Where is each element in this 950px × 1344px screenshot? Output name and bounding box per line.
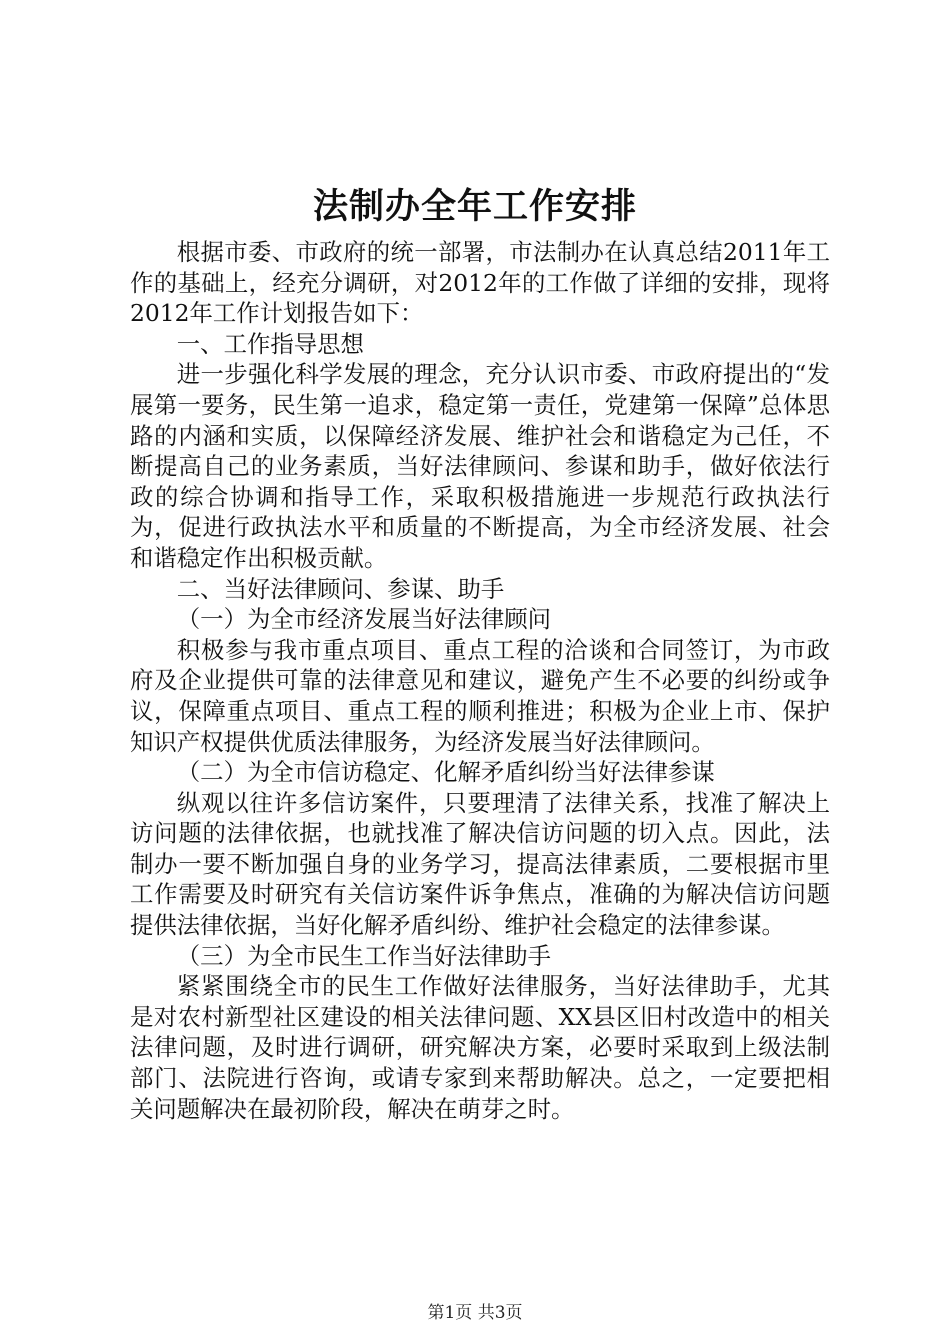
subsection-heading-3: （三）为全市民生工作当好法律助手 [176,941,552,970]
subsection-heading-1: （一）为全市经济发展当好法律顾问 [176,605,552,634]
document-body [130,237,830,1124]
intro-paragraph: 根据市委、市政府的统一部署，市法制办在认真总结2011年工作的基础上，经充分调研，对2012年的工作做了详细的安排，现将2012年工作计划报告如下： [130,238,830,328]
body-paragraph: 进一步强化科学发展的理念，充分认识市委、市政府提出的“发展第一要务，民生第一追求，稳定第一责任，党建第一保障”总体思路的内涵和实质，以保障经济发展、维护社会和谐稳定为己任，不断提高自己的业务素质，当好法律顾问、参谋和助手，做好依法行政的综合协调和指导工作，采取积极措施进一步规范行政执法行为，促进行政执法水平和质量的不断提高，为全市经济发展、社会和谐稳定作出积极贡献。 [130,360,830,572]
page-number-footer: 第1页 共3页 [427,1303,523,1323]
body-paragraph: 紧紧围绕全市的民生工作做好法律服务，当好法律助手，尤其是对农村新型社区建设的相关法律问题、XX县区旧村改造中的相关法律问题，及时进行调研，研究解决方案，必要时采取到上级法制部门、法院进行咨询，或请专家到来帮助解决。总之，一定要把相关问题解决在最初阶段，解决在萌芽之时。 [130,972,830,1123]
document-title: 法制办全年工作安排 [312,186,637,227]
section-heading-2: 二、当好法律顾问、参谋、助手 [176,574,505,603]
subsection-heading-2: （二）为全市信访稳定、化解矛盾纠纷当好法律参谋 [176,758,715,787]
body-paragraph: 积极参与我市重点项目、重点工程的洽谈和合同签订，为市政府及企业提供可靠的法律意见和建议，避免产生不必要的纠纷或争议，保障重点项目、重点工程的顺利推进；积极为企业上市、保护知识产权提供优质法律服务，为经济发展当好法律顾问。 [130,635,830,756]
body-paragraph: 纵观以往许多信访案件，只要理清了法律关系，找准了解决上访问题的法律依据，也就找准了解决信访问题的切入点。因此，法制办一要不断加强自身的业务学习，提高法律素质，二要根据市里工作需要及时研究有关信访案件诉争焦点，准确的为解决信访问题提供法律依据，当好化解矛盾纠纷、维护社会稳定的法律参谋。 [130,788,830,940]
section-heading-1: 一、工作指导思想 [176,329,364,358]
